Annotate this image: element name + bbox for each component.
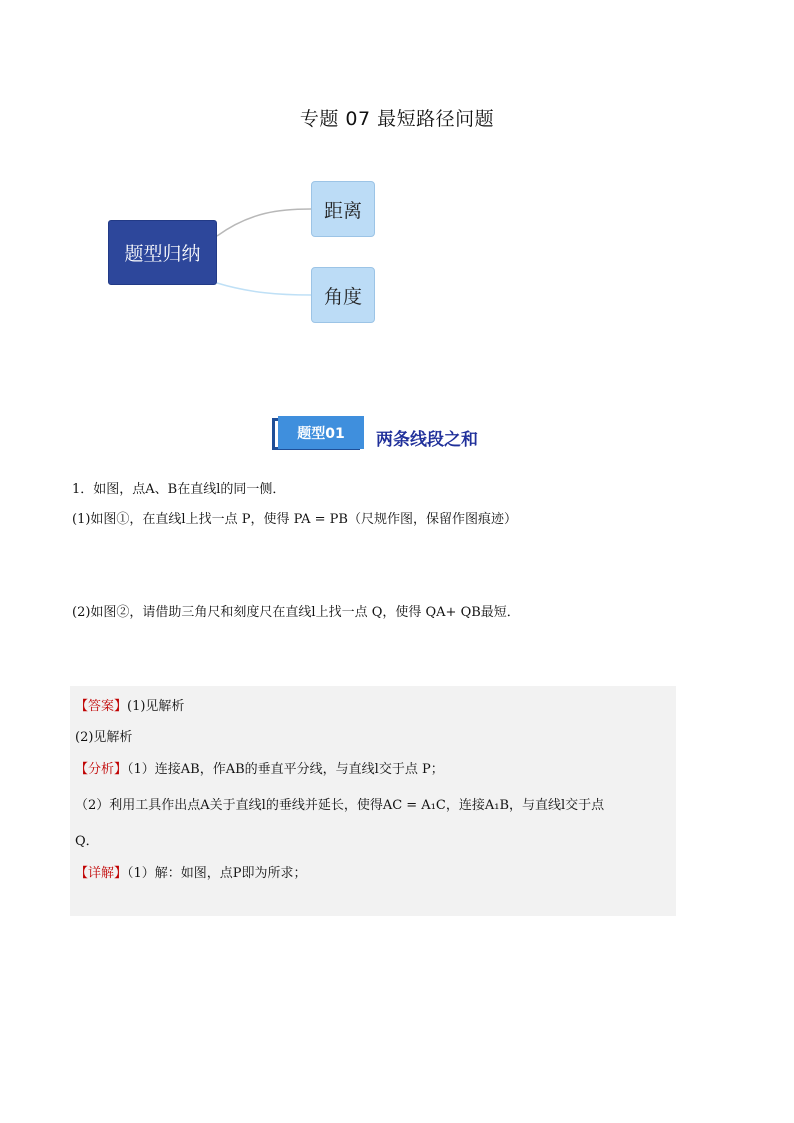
detail-tag: 【详解】 [75,866,128,881]
question-line-1: 1．如图，点A、B在直线l的同一侧． [72,482,286,497]
question-line-2: (1)如图①，在直线l上找一点 P，使得 PA = PB（尺规作图，保留作图痕迹） [72,512,517,527]
mindmap-connectors [0,0,794,400]
section-title: 两条线段之和 [376,430,478,450]
question-line-3: (2)如图②，请借助三角尺和刻度尺在直线l上找一点 Q，使得 QA+ QB最短． [72,605,520,620]
answer-tag: 【答案】 [75,699,128,714]
answer-row [75,695,184,714]
analysis-text-3: Q． [75,834,99,849]
connector-distance [217,209,311,236]
answer-box [70,686,676,916]
mindmap-root: 题型归纳 [108,220,217,285]
mindmap-node-angle: 角度 [311,267,375,323]
analysis-tag: 【分析】 [75,762,128,777]
mindmap-node-distance: 距离 [311,181,375,237]
badge-label: 题型01 [278,416,364,449]
analysis-row-1 [75,758,444,777]
answer-text-2: (2)见解析 [75,730,133,745]
page-title: 专题 07 最短路径问题 [299,108,495,130]
answer-text-1: (1)见解析 [127,699,185,714]
analysis-text-1: （1）连接AB，作AB的垂直平分线，与直线l交于点 P； [127,762,444,777]
detail-text-1: （1）解：如图，点P即为所求； [127,866,307,881]
analysis-text-2: （2）利用工具作出点A关于直线l的垂线并延长，使得AC = A₁C，连接A₁B，与直线l交于点 [75,798,605,813]
connector-angle [217,283,311,295]
detail-row [75,862,307,881]
